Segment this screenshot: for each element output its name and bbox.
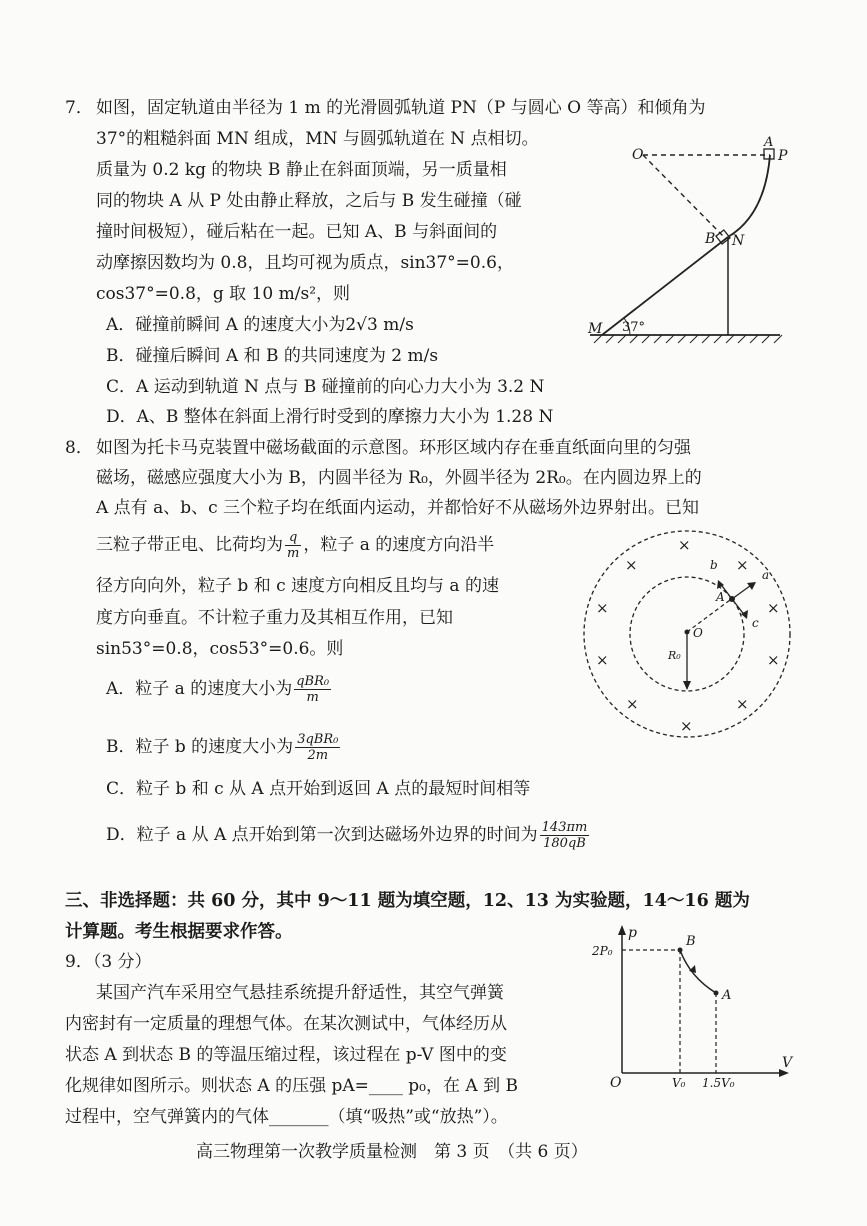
field-cross: × <box>680 717 693 735</box>
svg-text:B: B <box>686 934 696 949</box>
field-cross: × <box>736 695 749 713</box>
field-cross: × <box>596 599 609 617</box>
q7-line-2: 37°的粗糙斜面 MN 组成，MN 与圆弧轨道在 N 点相切。 <box>96 129 539 149</box>
svg-text:1.5V₀: 1.5V₀ <box>702 1076 735 1090</box>
field-cross: × <box>736 556 749 574</box>
q7-line-6: 动摩擦因数均为 0.8，且均可视为质点，sin37°=0.6， <box>96 253 514 273</box>
svg-text:O: O <box>610 1075 622 1091</box>
svg-text:2P₀: 2P₀ <box>592 944 613 958</box>
q7-line-7: cos37°=0.8，g 取 10 m/s²，则 <box>96 284 351 304</box>
svg-text:V₀: V₀ <box>672 1076 686 1090</box>
svg-text:A: A <box>764 135 774 150</box>
svg-text:p: p <box>628 925 637 941</box>
q8-line-7: sin53°=0.8，cos53°=0.6。则 <box>96 639 344 659</box>
svg-text:37°: 37° <box>622 320 646 335</box>
svg-text:O: O <box>632 147 644 163</box>
q9-number: 9．（3 分） <box>65 952 152 972</box>
q8-option-b: B．粒子 b 的速度大小为 $\frac{\text{3qBR₀}}{2m}$ <box>106 732 339 763</box>
svg-text:V: V <box>782 1055 793 1071</box>
q8-line-6: 度方向垂直。不计粒子重力及其相互作用，已知 <box>96 608 453 628</box>
q8-number: 8． <box>65 438 93 458</box>
field-cross: × <box>626 695 639 713</box>
q8-tokamak-figure <box>582 527 802 757</box>
q9-line-4: 化规律如图所示。则状态 A 的压强 pA=____ p₀，在 A 到 B <box>65 1076 518 1096</box>
svg-text:R₀: R₀ <box>668 649 681 662</box>
svg-text:M: M <box>588 321 603 337</box>
svg-text:a: a <box>762 568 770 582</box>
q7-line-4: 同的物块 A 从 P 处由静止释放，之后与 B 发生碰撞（碰 <box>96 191 522 211</box>
q9-line-3: 状态 A 到状态 B 的等温压缩过程，该过程在 p-V 图中的变 <box>65 1045 507 1065</box>
q7-option-c: C．A 运动到轨道 N 点与 B 碰撞前的向心力大小为 3.2 N <box>106 377 545 397</box>
svg-text:b: b <box>710 558 718 572</box>
q7-number: 7． <box>65 98 93 118</box>
svg-text:A: A <box>722 988 732 1003</box>
q8-line-5: 径方向向外，粒子 b 和 c 速度方向相反且均与 a 的速 <box>96 576 499 596</box>
section-3-line-2: 计算题。考生根据要求作答。 <box>65 922 293 942</box>
q8-option-d: D．粒子 a 从 A 点开始到第一次到达磁场外边界的时间为 $\frac{143\pi m}{180qB}$ <box>106 820 588 851</box>
q8-line-1: 如图为托卡马克装置中磁场截面的示意图。环形区域内存在垂直纸面向里的匀强 <box>96 438 691 458</box>
field-cross: × <box>596 651 609 669</box>
q8-option-a: A．粒子 a 的速度大小为 $\frac{\text{qBR₀}}{m}$ <box>106 674 330 705</box>
field-cross: × <box>767 651 780 669</box>
q8-line-4: 三粒子带正电、比荷均为 $\frac{q}{m}$ ，粒子 a 的速度方向沿半 <box>96 530 495 561</box>
q9-line-1: 某国产汽车采用空气悬挂系统提升舒适性，其空气弹簧 <box>96 983 504 1003</box>
q9-line-2: 内密封有一定质量的理想气体。在某次测试中，气体经历从 <box>65 1014 507 1034</box>
q7-option-d: D．A、B 整体在斜面上滑行时受到的摩擦力大小为 1.28 N <box>106 407 554 427</box>
q9-pv-graph <box>590 925 800 1090</box>
q7-option-a: A．碰撞前瞬间 A 的速度大小为2√3 m/s <box>106 315 414 335</box>
svg-text:c: c <box>752 616 759 630</box>
svg-text:O: O <box>693 626 703 640</box>
field-cross: × <box>678 536 691 554</box>
section-3-line-1: 三、非选择题：共 60 分，其中 9～11 题为填空题，12、13 为实验题，14～16 题为 <box>65 891 750 911</box>
field-cross: × <box>767 599 780 617</box>
svg-text:P: P <box>778 148 788 164</box>
svg-text:A: A <box>716 590 725 604</box>
q7-incline-figure <box>580 135 790 355</box>
svg-text:N: N <box>732 233 745 249</box>
q7-line-3: 质量为 0.2 kg 的物块 B 静止在斜面顶端，另一质量相 <box>96 160 507 180</box>
q8-line-2: 磁场，磁感应强度大小为 B，内圆半径为 R₀，外圆半径为 2R₀。在内圆边界上的 <box>96 468 702 488</box>
page-footer: 高三物理第一次教学质量检测 第 3 页 （共 6 页） <box>196 1142 588 1162</box>
q7-line-5: 撞时间极短），碰后粘在一起。已知 A、B 与斜面间的 <box>96 222 498 242</box>
q7-line-1: 如图，固定轨道由半径为 1 m 的光滑圆弧轨道 PN（P 与圆心 O 等高）和倾角为 <box>96 98 706 118</box>
q9-line-5: 过程中，空气弹簧内的气体_______（填“吸热”或“放热”）。 <box>65 1107 508 1127</box>
q7-option-b: B．碰撞后瞬间 A 和 B 的共同速度为 2 m/s <box>106 346 439 366</box>
q8-option-c: C．粒子 b 和 c 从 A 点开始到返回 A 点的最短时间相等 <box>106 779 531 799</box>
q8-line-3: A 点有 a、b、c 三个粒子均在纸面内运动，并都恰好不从磁场外边界射出。已知 <box>96 498 700 518</box>
field-cross: × <box>625 556 638 574</box>
svg-text:B: B <box>705 231 716 247</box>
